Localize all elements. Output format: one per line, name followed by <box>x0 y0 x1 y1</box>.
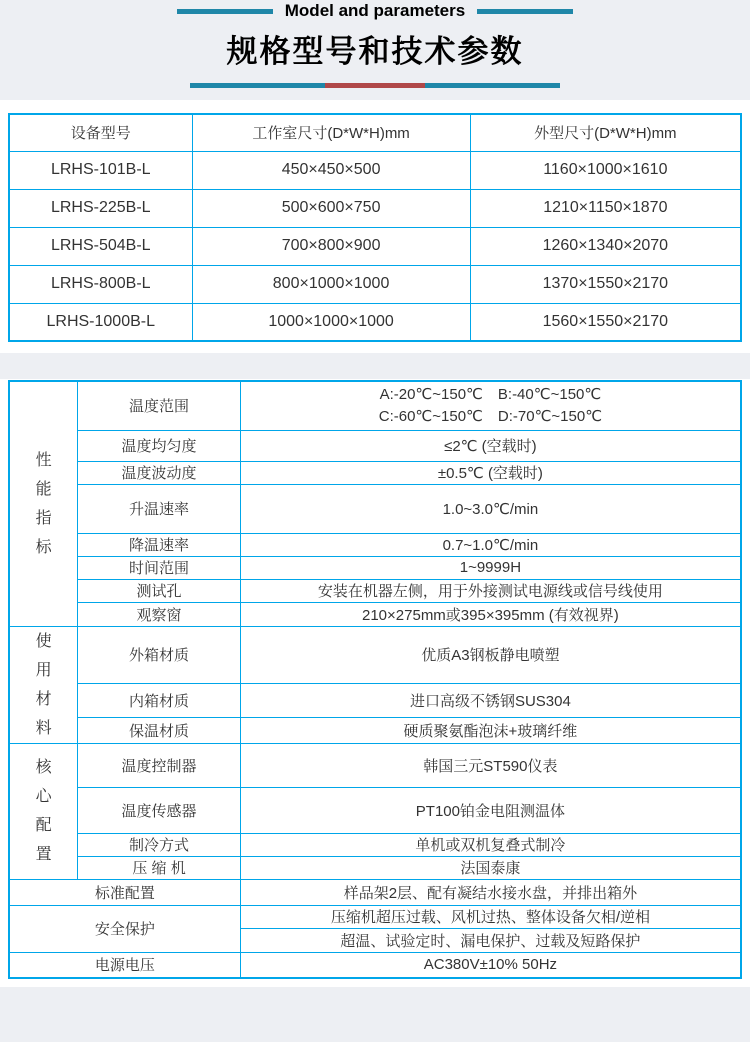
subtitle-left-bar <box>177 9 273 14</box>
header-subtitle: Model and parameters <box>284 1 466 20</box>
spec-category-char: 配 <box>35 817 52 834</box>
spec-label-cell: 保温材质 <box>78 718 241 744</box>
spec-label-cell: 温度控制器 <box>78 743 241 787</box>
spec-table-row <box>9 381 741 430</box>
model-name-cell: LRHS-800B-L <box>9 265 192 303</box>
spec-category-char: 核 <box>35 759 52 776</box>
model-name-cell: LRHS-1000B-L <box>9 303 192 341</box>
spec-value-line: C:-60℃~150℃ D:-70℃~150℃ <box>378 407 603 425</box>
spec-category-cell <box>9 743 78 879</box>
spec-value-cell: 安装在机器左侧，用于外接测试电源线或信号线使用 <box>240 579 741 602</box>
models-header-row <box>9 114 741 151</box>
underline-teal-right <box>425 83 560 88</box>
spec-category-char: 使 <box>35 632 52 650</box>
spec-category-char: 性 <box>35 451 52 469</box>
spec-label-cell: 温度均匀度 <box>78 430 241 461</box>
spec-footer-label-cell: 电源电压 <box>9 952 240 978</box>
spec-label-cell: 观察窗 <box>78 602 241 626</box>
spec-table-row <box>9 626 741 684</box>
spec-value-cell: 1.0~3.0℃/min <box>240 484 741 533</box>
specs-table-body <box>9 381 741 978</box>
chamber-size-cell: 1000×1000×1000 <box>192 303 470 341</box>
spec-table-row <box>9 533 741 556</box>
chamber-size-cell: 800×1000×1000 <box>192 265 470 303</box>
models-table-row <box>9 189 741 227</box>
spec-value-cell: ≤2℃ (空载时) <box>240 430 741 461</box>
spec-category-char: 置 <box>35 846 52 863</box>
spec-label-cell: 温度波动度 <box>78 461 241 484</box>
spec-footer-label-cell: 标准配置 <box>9 879 240 905</box>
spec-label-cell: 外箱材质 <box>78 626 241 684</box>
spec-label-cell: 时间范围 <box>78 556 241 579</box>
chamber-size-cell: 700×800×900 <box>192 227 470 265</box>
model-name-cell: LRHS-225B-L <box>9 189 192 227</box>
external-size-cell: 1210×1150×1870 <box>470 189 741 227</box>
spec-table-row <box>9 602 741 626</box>
header-subtitle-row <box>0 2 750 20</box>
spec-category-char: 能 <box>35 480 52 498</box>
spec-table-row <box>9 430 741 461</box>
external-size-cell: 1560×1550×2170 <box>470 303 741 341</box>
spec-category-char: 标 <box>35 538 52 556</box>
spec-value-cell: 韩国三元ST590仪表 <box>240 743 741 787</box>
page-header <box>0 0 750 100</box>
spec-label-cell: 升温速率 <box>78 484 241 533</box>
spec-table-row <box>9 856 741 879</box>
spec-value-cell: 0.7~1.0℃/min <box>240 533 741 556</box>
spec-value-cell <box>240 381 741 430</box>
chamber-size-cell: 450×450×500 <box>192 151 470 189</box>
models-column-header: 工作室尺寸(D*W*H)mm <box>192 114 470 151</box>
spec-value-cell: 210×275mm或395×395mm (有效视界) <box>240 602 741 626</box>
spec-table-row <box>9 484 741 533</box>
spec-table-row <box>9 743 741 787</box>
specs-table-panel <box>0 379 750 987</box>
model-name-cell: LRHS-504B-L <box>9 227 192 265</box>
page-title: 规格型号和技术参数 <box>226 34 524 69</box>
spec-label-cell: 温度传感器 <box>78 787 241 833</box>
spec-table-row <box>9 833 741 856</box>
spec-value-cell: 压缩机超压过载、风机过热、整体设备欠相/逆相 <box>240 905 741 928</box>
spec-value-cell: 法国泰康 <box>240 856 741 879</box>
spec-category-char: 用 <box>35 661 52 679</box>
models-table-row <box>9 151 741 189</box>
spec-label-cell: 制冷方式 <box>78 833 241 856</box>
chamber-size-cell: 500×600×750 <box>192 189 470 227</box>
spec-label-cell: 压 缩 机 <box>78 856 241 879</box>
underline-red-center <box>325 83 425 88</box>
models-column-header: 设备型号 <box>9 114 192 151</box>
spec-value-cell: AC380V±10% 50Hz <box>240 952 741 978</box>
models-table-row <box>9 303 741 341</box>
spec-table-row <box>9 579 741 602</box>
spec-category-char: 指 <box>35 509 52 527</box>
spec-category-cell <box>9 626 78 743</box>
spec-table-row <box>9 879 741 905</box>
spec-label-cell: 温度范围 <box>78 381 241 430</box>
spec-value-cell: ±0.5℃ (空载时) <box>240 461 741 484</box>
spec-table-row <box>9 556 741 579</box>
title-underline <box>0 83 750 88</box>
models-table-row <box>9 227 741 265</box>
spec-value-cell: 单机或双机复叠式制冷 <box>240 833 741 856</box>
models-table-panel <box>0 100 750 353</box>
spec-value-line: A:-20℃~150℃ B:-40℃~150℃ <box>379 385 602 403</box>
models-table-row <box>9 265 741 303</box>
external-size-cell: 1260×1340×2070 <box>470 227 741 265</box>
spec-category-cell <box>9 381 78 626</box>
models-table-head <box>9 114 741 151</box>
spec-table-row <box>9 684 741 718</box>
spec-table-row <box>9 905 741 928</box>
spec-label-cell: 内箱材质 <box>78 684 241 718</box>
spec-value-cell: 进口高级不锈钢SUS304 <box>240 684 741 718</box>
spec-value-cell: 优质A3钢板静电喷塑 <box>240 626 741 684</box>
spec-category-char: 料 <box>35 719 52 737</box>
spec-category-char: 材 <box>35 690 52 708</box>
spec-label-cell: 测试孔 <box>78 579 241 602</box>
spec-value-cell: 超温、试验定时、漏电保护、过载及短路保护 <box>240 928 741 952</box>
spec-category-char: 心 <box>35 788 52 805</box>
spec-value-cell: 样品架2层、配有凝结水接水盘，并排出箱外 <box>240 879 741 905</box>
models-column-header: 外型尺寸(D*W*H)mm <box>470 114 741 151</box>
model-name-cell: LRHS-101B-L <box>9 151 192 189</box>
external-size-cell: 1160×1000×1610 <box>470 151 741 189</box>
models-table <box>8 113 742 342</box>
spec-label-cell: 降温速率 <box>78 533 241 556</box>
spec-table-row <box>9 952 741 978</box>
spec-table-row <box>9 461 741 484</box>
models-table-body <box>9 151 741 341</box>
spec-footer-label-cell: 安全保护 <box>9 905 240 952</box>
spec-table-row <box>9 787 741 833</box>
spec-value-cell: 硬质聚氨酯泡沫+玻璃纤维 <box>240 718 741 744</box>
spec-value-cell: PT100铂金电阻测温体 <box>240 787 741 833</box>
specs-table <box>8 380 742 979</box>
underline-teal-left <box>190 83 325 88</box>
spec-value-cell: 1~9999H <box>240 556 741 579</box>
external-size-cell: 1370×1550×2170 <box>470 265 741 303</box>
subtitle-right-bar <box>477 9 573 14</box>
spec-table-row <box>9 718 741 744</box>
